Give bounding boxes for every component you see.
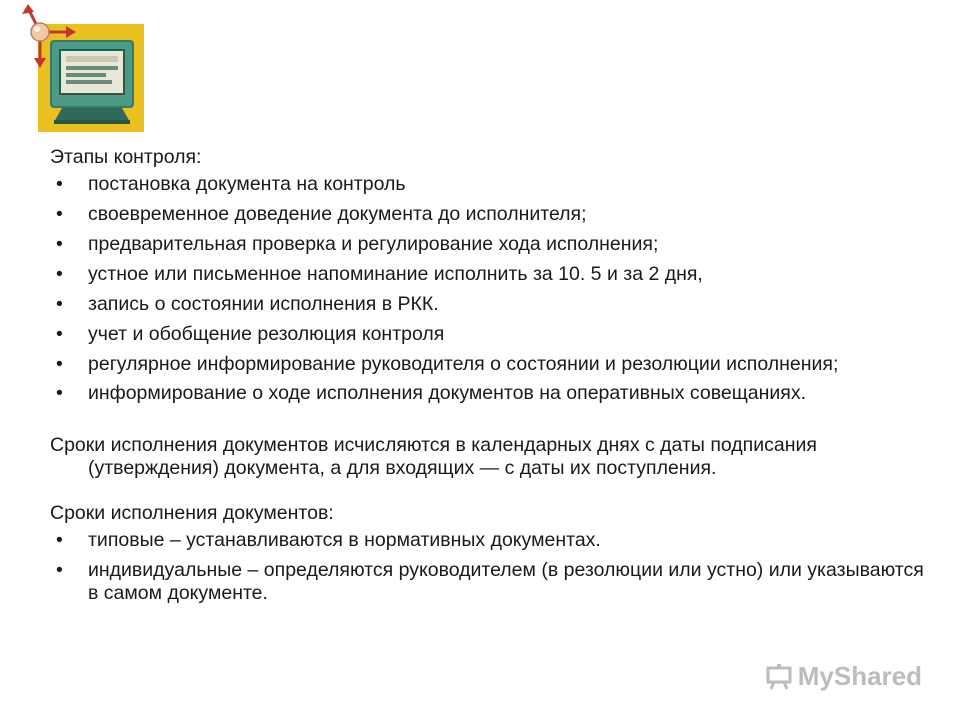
list-item: • учет и обобщение резолюция контроля <box>50 323 930 346</box>
computer-monitor-logo-icon <box>18 2 148 134</box>
list-item: • постановка документа на контроль <box>50 173 930 196</box>
watermark-text: MyShared <box>797 661 922 691</box>
list-item: • предварительная проверка и регулирование хода исполнения; <box>50 233 930 256</box>
list-item: • своевременное доведение документа до исполнителя; <box>50 203 930 226</box>
types-list <box>50 529 930 605</box>
list-item: • типовые – устанавливаются в нормативных документах. <box>50 529 930 552</box>
list-item: • запись о состоянии исполнения в РКК. <box>50 293 930 316</box>
watermark <box>766 661 922 692</box>
list-item: • информирование о ходе исполнения документов на оперативных совещаниях. <box>50 382 930 405</box>
list-item: • устное или письменное напоминание исполнить за 10. 5 и за 2 дня, <box>50 263 930 286</box>
stages-list <box>50 173 930 405</box>
stages-heading: Этапы контроля: <box>50 146 202 168</box>
list-item: • индивидуальные – определяются руководителем (в резолюции или устно) или указываются в самом документе. <box>50 559 930 605</box>
presentation-board-icon <box>766 664 792 690</box>
list-item: • регулярное информирование руководителя о состоянии и резолюции исполнения; <box>50 353 930 376</box>
main-content <box>50 146 930 612</box>
deadline-paragraph: Сроки исполнения документов исчисляются в календарных днях с даты подписания (утверждения) документа, а для входящих — с даты их поступления. <box>50 434 817 479</box>
types-heading: Сроки исполнения документов: <box>50 502 334 524</box>
